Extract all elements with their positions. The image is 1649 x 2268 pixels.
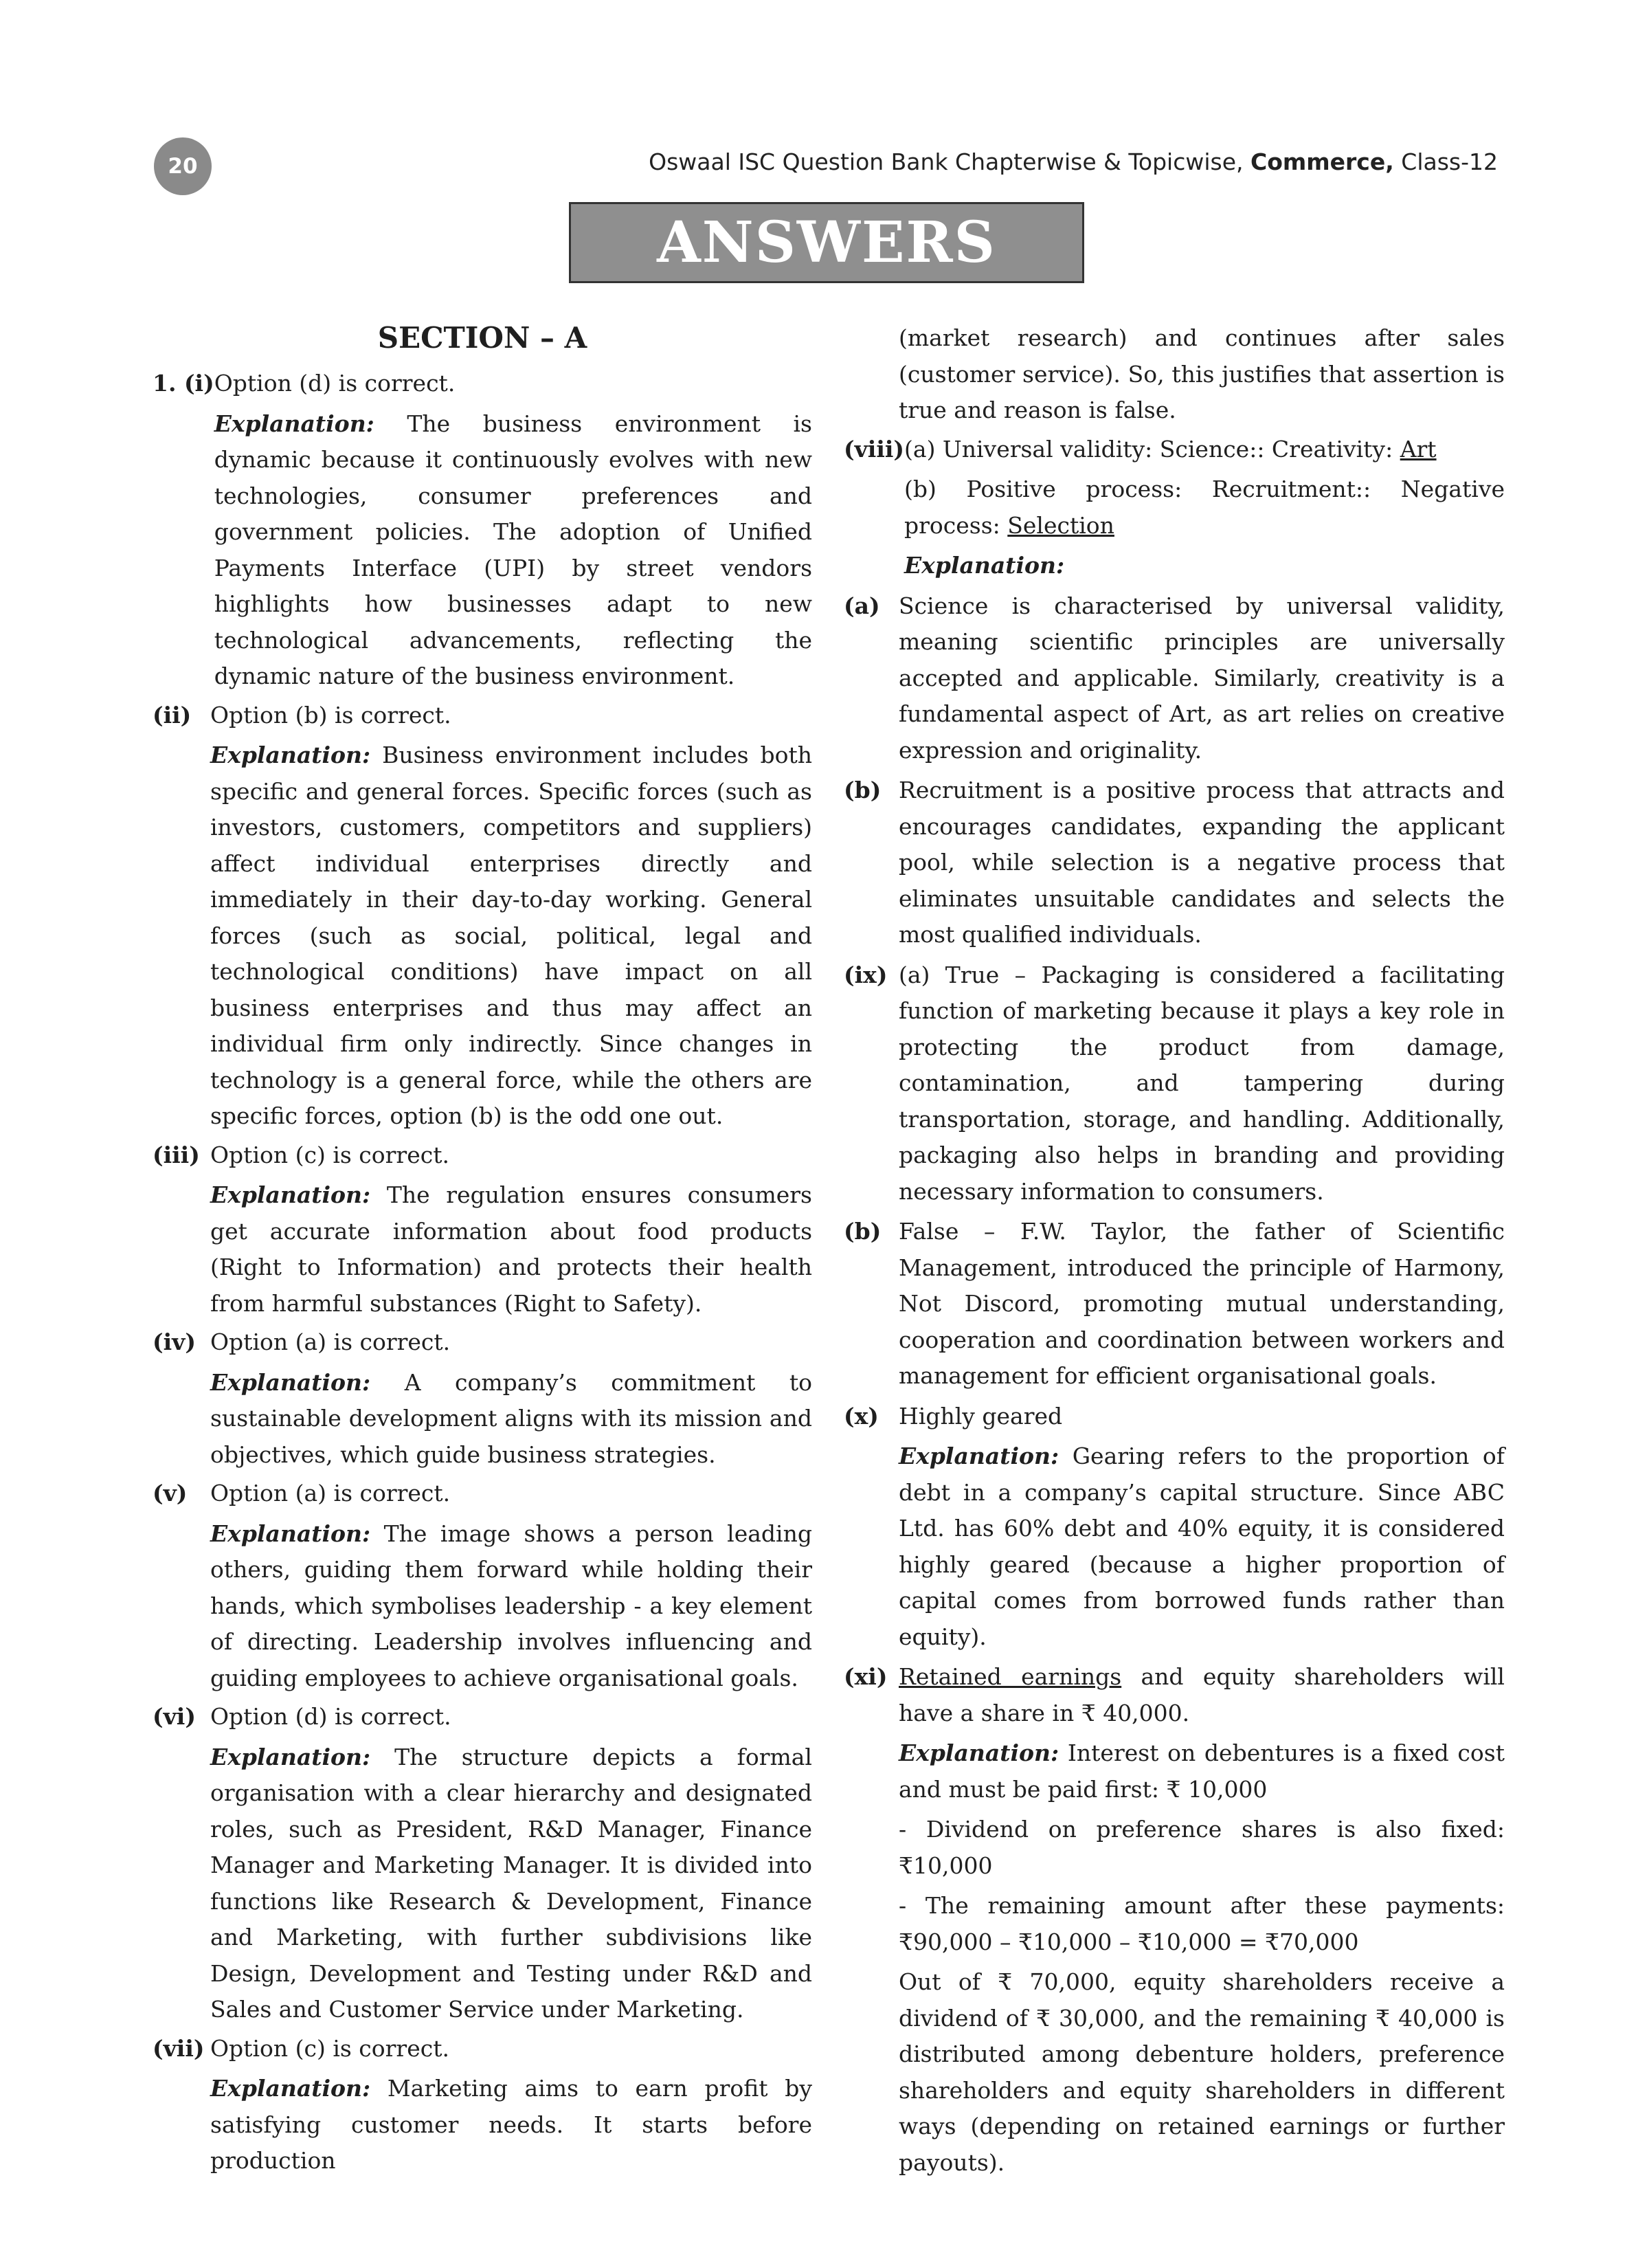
running-header (649, 148, 1498, 175)
explanation-label: Explanation: (210, 1368, 371, 1396)
page-number-badge (154, 137, 212, 195)
running-title-subject: Commerce, (1250, 148, 1394, 175)
answer-label: (iii) (153, 1141, 200, 1168)
explanation (210, 1177, 812, 1322)
explanation-text: The regulation ensures consumers get accurate information about food products (Right to Information) and protects their health from harmful substances (Right to Safety). (210, 1181, 812, 1317)
answer-viii-a-answer: Art (1400, 435, 1437, 463)
answer-ix-b: False – F.W. Taylor, the father of Scientific Management, introduced the principle of Harmony, Not Discord, promoting mutual understanding, cooperation and coordination between workers and management for efficient organisational goals. (899, 1218, 1505, 1389)
answer-vii (153, 2031, 812, 2179)
running-title-prefix: Oswaal ISC Question Bank Chapterwise & Topicwise, (649, 148, 1250, 175)
explanation-text: The business environment is dynamic because it continuously evolves with new technologies, consumer preferences and government policies. The adoption of Unified Payments Interface (UPI) by street vendors highlights how businesses adapt to new technological advancements, reflecting the dynamic nature of the business environment. (214, 410, 812, 689)
running-title-suffix: Class-12 (1393, 148, 1498, 175)
explanation (214, 406, 812, 695)
answer-ix-a: (a) True – Packaging is considered a facilitating function of marketing because it plays a key role in protecting the product from damage, contamination, and tampering during transportation, storage, and handling. Additionally, packaging also helps in branding and providing necessary information to consumers. (899, 961, 1505, 1205)
answer-xi-underlined: Retained earnings (899, 1663, 1122, 1690)
answer-xi-rest: and equity shareholders will have a share in ₹ 40,000. (899, 1663, 1505, 1726)
explanation-text: The image shows a person leading others, guiding them forward while holding their hands, which symbolises leadership - a key element of directing. Leadership involves influencing and guiding employees to achieve organisational goals. (210, 1520, 812, 1691)
explanation-line-2: - Dividend on preference shares is also fixed: ₹10,000 (899, 1816, 1505, 1879)
explanation-text: Recruitment is a positive process that attracts and encourages candidates, expanding the applicant pool, while selection is a negative process that eliminates unsuitable candidates and selects the most qualified individuals. (899, 777, 1505, 948)
answer-iii (153, 1137, 812, 1322)
explanation-text: Business environment includes both specific and general forces. Specific forces (such as investors, customers, competitors and suppliers) affect individual enterprises directly and immediately in their day-to-day working. General forces (such as social, political, legal and technological conditions) have impact on all business enterprises and thus may affect an individual firm only indirectly. Since changes in technology is a general force, while the others are specific forces, option (b) is the odd one out. (210, 742, 812, 1129)
explanation-label: Explanation: (904, 552, 1065, 579)
answer-1-i (153, 366, 812, 695)
section-heading: SECTION – A (377, 321, 587, 355)
answers-title: ANSWERS (657, 210, 996, 276)
explanation (210, 2071, 812, 2179)
answer-text: Option (c) is correct. (210, 2034, 449, 2062)
answer-text: Option (d) is correct. (214, 370, 456, 397)
explanation-text: Gearing refers to the proportion of debt in a company’s capital structure. Since ABC Ltd. has 60% debt and 40% equity, it is considered highly geared (because a higher proportion of capital comes from borrowed funds rather than equity). (899, 1443, 1505, 1650)
sub-label: (b) (844, 777, 882, 803)
explanation (899, 1735, 1505, 1808)
answer-label: (vii) (153, 2034, 205, 2062)
explanation-line-3: - The remaining amount after these payments: ₹90,000 – ₹10,000 – ₹10,000 = ₹70,000 (899, 1892, 1505, 1955)
answer-text: Option (d) is correct. (210, 1703, 451, 1730)
explanation (899, 1438, 1505, 1655)
explanation-text: Marketing aims to earn profit by satisfying customer needs. It starts before production (210, 2075, 813, 2174)
explanation-label: Explanation: (899, 1443, 1059, 1469)
answer-label: (viii) (844, 435, 905, 463)
explanation-text: Science is characterised by universal validity, meaning scientific principles are universally accepted and applicable. Similarly, creativity is a fundamental aspect of Art, as art relies on creative expression and originality. (899, 592, 1505, 764)
sub-label: (b) (844, 1218, 882, 1245)
explanation-label: Explanation: (210, 2075, 371, 2102)
answer-ii (153, 698, 812, 1135)
explanation-label: Explanation: (210, 742, 371, 768)
answer-label: 1. (i) (153, 370, 214, 397)
left-column (153, 318, 812, 2179)
answer-label: (v) (153, 1480, 188, 1507)
answer-text: Option (a) is correct. (210, 1480, 451, 1507)
explanation-label: Explanation: (210, 1520, 371, 1547)
answer-text: Highly geared (899, 1402, 1063, 1430)
explanation-line-4: Out of ₹ 70,000, equity shareholders receive a dividend of ₹ 30,000, and the remaining ₹ 40,000 is distributed among debenture holders, preference shareholders and equity shareholders in different ways (depending on retained earnings or further payouts). (899, 1968, 1505, 2176)
answer-vii-continued: (market research) and continues after sales (customer service). So, this justifies that assertion is true and reason is false. (899, 324, 1505, 423)
answer-label: (ix) (844, 961, 888, 988)
answer-label: (x) (844, 1402, 879, 1430)
answer-vi (153, 1699, 812, 2028)
page-number: 20 (168, 154, 198, 179)
answer-viii-b (904, 471, 1505, 544)
answer-v (153, 1476, 812, 1696)
answer-text (899, 1659, 1505, 1731)
answer-iv (153, 1324, 812, 1473)
answer-viii-b-text: (b) Positive process: Recruitment:: Negative process: (904, 476, 1505, 539)
explanation-text: The structure depicts a formal organisation with a clear hierarchy and designated roles, such as President, R&D Manager, Finance Manager and Marketing Manager. It is divided into functions like Research & Development, Finance and Marketing, with further subdivisions like Design, Development and Testing under R&D and Sales and Customer Service under Marketing. (210, 1743, 812, 2023)
explanation-viii-b (844, 772, 1505, 953)
explanation (210, 1739, 812, 2028)
answer-text: Option (a) is correct. (210, 1328, 451, 1355)
sub-label: (a) (844, 592, 880, 619)
explanation-label: Explanation: (899, 1739, 1059, 1766)
explanation-text: Interest on debentures is a fixed cost and must be paid first: ₹ 10,000 (899, 1739, 1505, 1803)
answer-viii (844, 432, 1505, 584)
answer-ix (844, 957, 1505, 1210)
answer-text: Option (c) is correct. (210, 1141, 449, 1168)
answer-text: Option (b) is correct. (210, 701, 451, 729)
explanation (210, 1365, 812, 1474)
explanation-label: Explanation: (214, 410, 374, 437)
answer-xi (844, 1659, 1505, 2181)
answer-label: (ii) (153, 701, 192, 729)
explanation-viii-a (844, 588, 1505, 769)
right-column (844, 320, 1505, 2181)
explanation (210, 1516, 812, 1697)
answer-ix-b-row (844, 1214, 1505, 1394)
explanation-label: Explanation: (210, 1181, 371, 1208)
explanation-label: Explanation: (210, 1743, 371, 1770)
explanation (210, 737, 812, 1135)
explanation-text: A company’s commitment to sustainable development aligns with its mission and objectives, which guide business strategies. (210, 1368, 812, 1468)
answer-x (844, 1399, 1505, 1656)
answer-viii-a (904, 432, 1505, 468)
answer-viii-a-text: (a) Universal validity: Science:: Creativity: (904, 435, 1400, 463)
answer-viii-b-answer: Selection (1007, 511, 1114, 539)
answer-label: (iv) (153, 1328, 196, 1355)
answer-label: (xi) (844, 1663, 888, 1690)
answer-label: (vi) (153, 1703, 196, 1730)
answers-title-box (569, 202, 1084, 283)
